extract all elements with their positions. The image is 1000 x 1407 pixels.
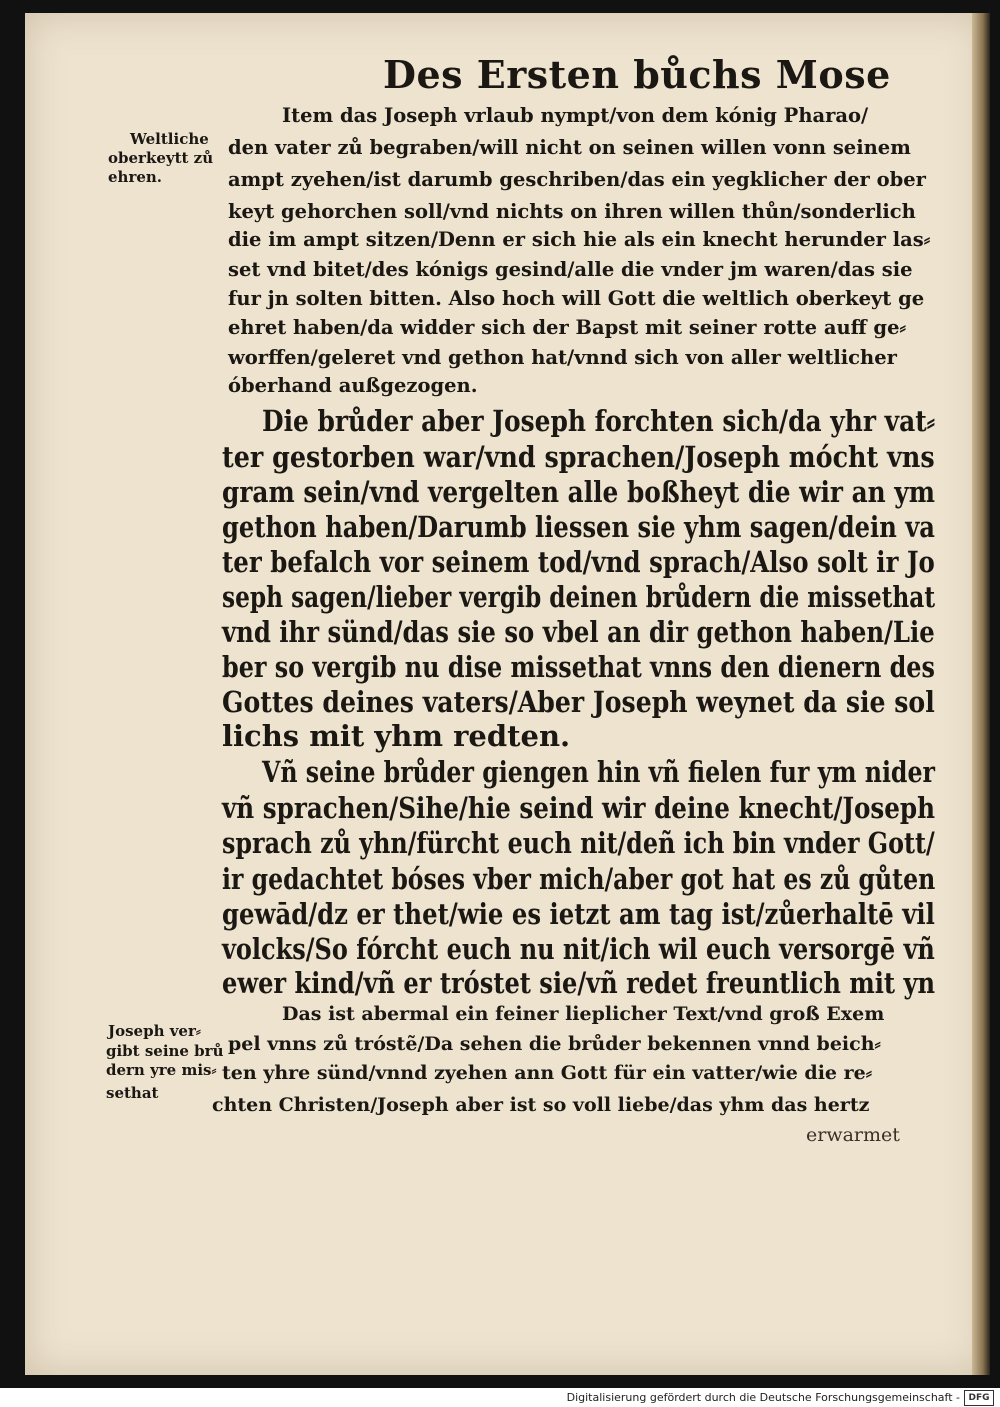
margin-note-line: ehren. (108, 168, 163, 186)
text-line: keyt gehorchen soll/vnd nichts on ihren willen thůn/sonderlich (228, 200, 916, 223)
text-line: ter befalch vor seinem tod/vnd sprach/Also solt ir Jo (222, 545, 935, 579)
dfg-logo: DFG (964, 1390, 994, 1406)
text-line: sprach zů yhn/fürcht euch nit/deñ ich bin vnder Gott/ (222, 826, 935, 860)
text-line: ter gestorben war/vnd sprachen/Joseph mócht vns (222, 440, 935, 474)
text-line: Die brůder aber Joseph forchten sich/da yhr vat⸗ (262, 404, 935, 438)
text-line: worffen/geleret vnd gethon hat/vnnd sich von aller weltlicher (228, 346, 897, 369)
text-line: Vñ seine brůder giengen hin vñ fielen fur ym nider (262, 755, 936, 789)
text-line: gethon haben/Darumb liessen sie yhm sagen/dein va (222, 510, 935, 544)
text-line: pel vnns zů tróstẽ/Da sehen die brůder bekennen vnnd beich⸗ (228, 1033, 881, 1055)
margin-note-line: Joseph ver⸗ (108, 1022, 201, 1040)
text-line: gewād/dz er thet/wie es ietzt am tag ist/zůerhaltē vil (222, 897, 935, 931)
footer-bar (0, 1388, 1000, 1407)
text-line: die im ampt sitzen/Denn er sich hie als ein knecht herunder las⸗ (228, 228, 931, 251)
text-line: chten Christen/Joseph aber ist so voll liebe/das yhm das hertz (212, 1094, 870, 1116)
text-line: den vater zů begraben/will nicht on seinen willen vonn seinem (228, 136, 911, 159)
margin-note-line: gibt seine brů (106, 1042, 224, 1060)
page-gutter (972, 13, 990, 1375)
catchword: erwarmet (806, 1124, 900, 1146)
running-head: Des Ersten bůchs Mose (383, 52, 891, 97)
text-line: ampt zyehen/ist darumb geschriben/das ein yegklicher der ober (228, 168, 926, 191)
text-line: fur jn solten bitten. Also hoch will Gott die weltlich oberkeyt ge (228, 287, 925, 310)
text-line: gram sein/vnd vergelten alle boßheyt die wir an ym (222, 475, 935, 509)
text-line: seph sagen/lieber vergib deinen brůdern die missethat (222, 580, 936, 614)
text-line: vñ sprachen/Sihe/hie seind wir deine knecht/Joseph (222, 791, 936, 825)
footer-credit: Digitalisierung gefördert durch die Deutsche Forschungsgemeinschaft - (566, 1391, 960, 1404)
text-line: ber so vergib nu dise missethat vnns den dienern des (222, 650, 935, 684)
text-line: ten yhre sünd/vnnd zyehen ann Gott für ein vatter/wie die re⸗ (222, 1062, 873, 1084)
text-line: Gottes deines vaters/Aber Joseph weynet da sie sol (222, 685, 935, 719)
margin-note-line: sethat (106, 1084, 159, 1102)
margin-note-line: oberkeytt zů (108, 149, 214, 167)
margin-note-line: Weltliche (130, 130, 209, 148)
text-line: volcks/So fórcht euch nu nit/ich wil euch versorgē vñ (222, 932, 935, 966)
text-line: ehret haben/da widder sich der Bapst mit seiner rotte auff ge⸗ (228, 316, 906, 339)
text-line: ir gedachtet bóses vber mich/aber got hat es zů gůten (222, 862, 936, 896)
text-line: ewer kind/vñ er tróstet sie/vñ redet freuntlich mit yn (222, 966, 935, 1000)
text-line: óberhand außgezogen. (228, 374, 478, 397)
margin-note-line: dern yre mis⸗ (106, 1061, 217, 1079)
text-line: vnd ihr sünd/das sie so vbel an dir gethon haben/Lie (222, 615, 935, 649)
text-line: Item das Joseph vrlaub nympt/von dem kónig Pharao/ (282, 104, 869, 127)
text-line: set vnd bitet/des kónigs gesind/alle die vnder jm waren/das sie (228, 258, 913, 281)
text-line: Das ist abermal ein feiner lieplicher Text/vnd groß Exem (282, 1003, 885, 1025)
text-line: lichs mit yhm redten. (222, 719, 571, 753)
